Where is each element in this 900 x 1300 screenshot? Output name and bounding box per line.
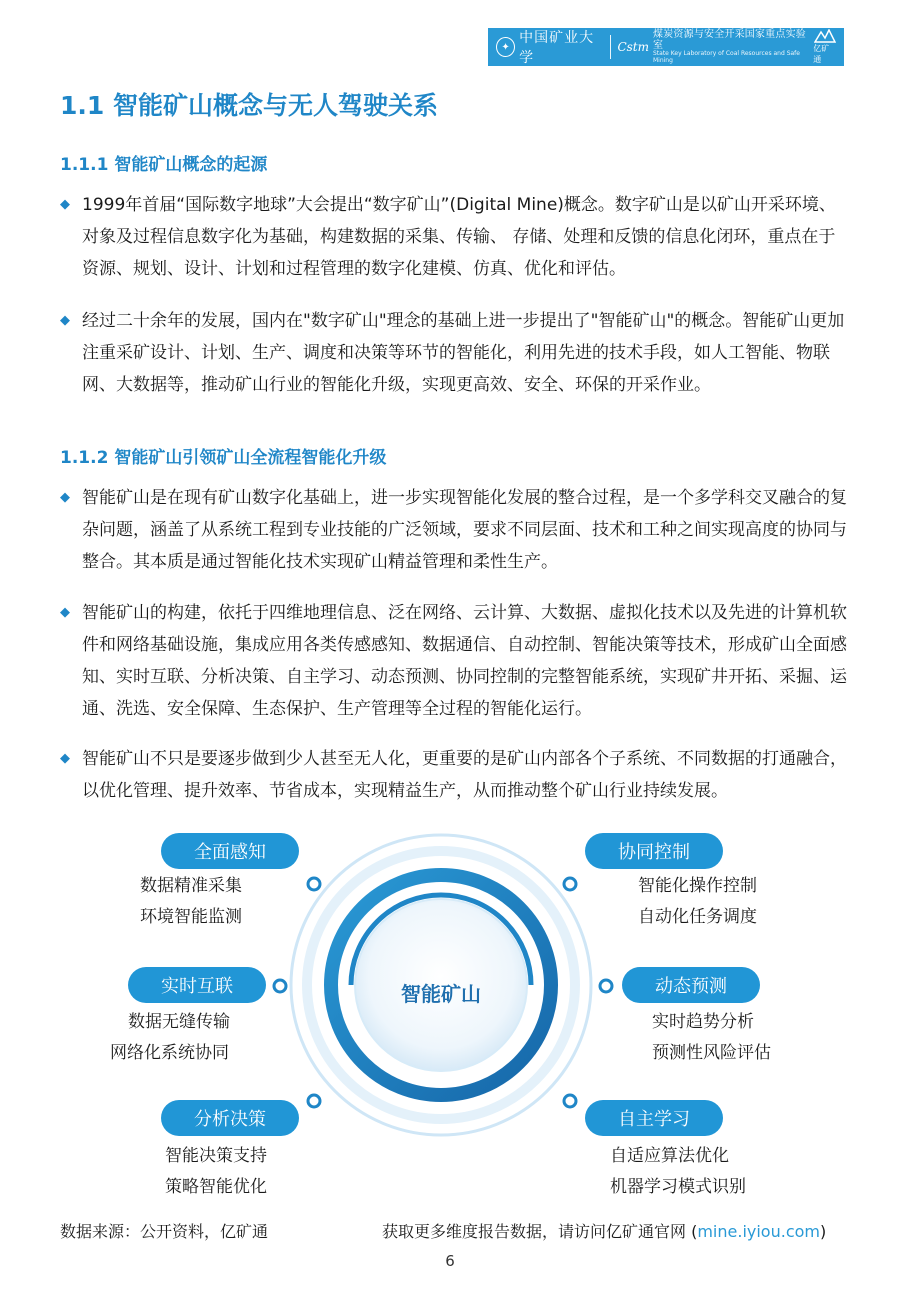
node-pill-perception: 全面感知 (161, 833, 299, 869)
diamond-bullet-icon: ◆ (60, 751, 70, 766)
header-divider (610, 35, 611, 59)
page-title: 1.1 智能矿山概念与无人驾驶关系 (60, 91, 438, 120)
paragraph-text: 智能矿山不只是要逐步做到少人甚至无人化，更重要的是矿山内部各个子系统、不同数据的打通融合，以优化管理、提升效率、节省成本，实现精益生产，从而推动整个矿山行业持续发展。 (82, 749, 847, 801)
diamond-bullet-icon: ◆ (60, 313, 70, 328)
paragraph-text: 1999年首届“国际数字地球”大会提出“数字矿山”(Digital Mine)概念。数字矿山是以矿山开采环境、对象及过程信息数字化为基础，构建数据的采集、传输、 存储、处理和反馈的信息化闭环，重点在于资源、规划、设计、计划和过程管理的数字化建模、仿真、优化和评估。 (82, 195, 836, 279)
node-item: 智能决策支持 (165, 1146, 267, 1166)
paragraph (60, 597, 850, 725)
node-item: 机器学习模式识别 (610, 1177, 746, 1197)
node-pill-control: 协同控制 (585, 833, 723, 869)
paragraph (60, 189, 850, 285)
website-link[interactable]: mine.iyiou.com (697, 1222, 820, 1241)
node-dot (308, 1095, 320, 1107)
page-number: 6 (445, 1252, 455, 1270)
node-item: 网络化系统协同 (110, 1043, 229, 1063)
node-item: 实时趋势分析 (652, 1012, 754, 1032)
paragraph-text: 智能矿山的构建，依托于四维地理信息、泛在网络、云计算、大数据、虚拟化技术以及先进的计算机软件和网络基础设施，集成应用各类传感感知、数据通信、自动控制、智能决策等技术，形成矿山全面感知、实时互联、分析决策、自主学习、动态预测、协同控制的完整智能系统，实现矿井开拓、采掘、运通、洗选、安全保障、生态保护、生产管理等全过程的智能化运行。 (82, 603, 847, 719)
mountain-logo-icon (814, 29, 836, 43)
paragraph-text: 经过二十余年的发展，国内在"数字矿山"理念的基础上进一步提出了"智能矿山"的概念。智能矿山更加注重采矿设计、计划、生产、调度和决策等环节的智能化，利用先进的技术手段，如人工智能、物联网、大数据等，推动矿山行业的智能化升级，实现更高效、安全、环保的开采作业。 (82, 311, 845, 395)
section-heading-1: 1.1.1 智能矿山概念的起源 (60, 155, 268, 175)
node-pill-prediction: 动态预测 (622, 967, 760, 1003)
paragraph (60, 743, 850, 807)
node-item: 自动化任务调度 (638, 907, 757, 927)
visit-note (382, 1219, 826, 1242)
visit-prefix: 获取更多维度报告数据，请访问亿矿通官网 ( (382, 1222, 698, 1241)
diamond-bullet-icon: ◆ (60, 490, 70, 505)
node-dot (308, 878, 320, 890)
university-name: 中国矿业大学 (519, 30, 595, 66)
center-label: 智能矿山 (401, 982, 481, 1006)
node-dot (600, 980, 612, 992)
node-dot (564, 878, 576, 890)
node-item: 环境智能监测 (140, 907, 242, 927)
node-pill-learning: 自主学习 (585, 1100, 723, 1136)
visit-suffix: ) (820, 1222, 827, 1241)
paragraph (60, 482, 850, 578)
header-banner (488, 28, 844, 66)
node-pill-interconnect: 实时互联 (128, 967, 266, 1003)
node-dot (274, 980, 286, 992)
logo-text: 亿矿通 (813, 44, 830, 64)
node-item: 数据精准采集 (140, 876, 242, 896)
paragraph-text: 智能矿山是在现有矿山数字化基础上，进一步实现智能化发展的整合过程，是一个多学科交叉融合的复杂问题，涵盖了从系统工程到专业技能的广泛领域，要求不同层面、技术和工种之间实现高度的协同与整合。其本质是通过智能化技术实现矿山精益管理和柔性生产。 (82, 488, 847, 572)
lab-name-en: State Key Laboratory of Coal Resources and Safe Mining (652, 50, 800, 64)
node-item: 预测性风险评估 (652, 1043, 771, 1063)
node-item: 智能化操作控制 (638, 876, 757, 896)
paragraph (60, 305, 850, 401)
data-source-note: 数据来源：公开资料，亿矿通 (60, 1222, 269, 1241)
node-pill-decision: 分析决策 (161, 1100, 299, 1136)
diamond-bullet-icon: ◆ (60, 605, 70, 620)
node-item: 数据无缝传输 (128, 1012, 230, 1032)
node-item: 策略智能优化 (165, 1177, 267, 1197)
lab-abbreviation: Cstm (617, 40, 649, 54)
diamond-bullet-icon: ◆ (60, 197, 70, 212)
section-heading-2: 1.1.2 智能矿山引领矿山全流程智能化升级 (60, 448, 387, 468)
node-item: 自适应算法优化 (610, 1146, 729, 1166)
node-dot (564, 1095, 576, 1107)
yikuangtong-logo (813, 29, 836, 65)
lab-name (653, 29, 813, 64)
university-seal-icon: ✦ (496, 37, 515, 57)
lab-name-cn: 煤炭资源与安全开采国家重点实验室 (652, 29, 806, 52)
